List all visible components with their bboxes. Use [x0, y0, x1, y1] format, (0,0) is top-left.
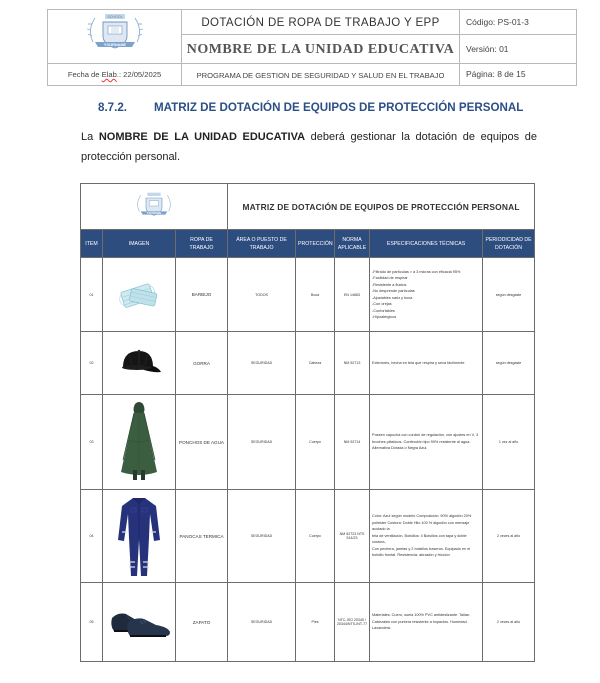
poncho-icon	[117, 400, 161, 484]
row-image	[103, 583, 176, 662]
program-name: PROGRAMA DE GESTION DE SEGURIDAD Y SALUD EN EL TRABAJO	[196, 71, 445, 81]
date-label: Fecha de	[67, 69, 100, 79]
row-norma: NM 52723 NTS 514/23	[335, 490, 370, 583]
row-item: 05	[81, 583, 103, 662]
row-area: SEGURIDAD	[228, 395, 296, 490]
col-item: ITEM	[81, 230, 103, 258]
matrix-school-logo	[134, 190, 174, 222]
row-norma: NM 52714	[335, 395, 370, 490]
spec-line: poliéster Costura: Doble Hilo 100 % algodón con mensaje acotado la	[372, 520, 470, 532]
row-area: TODOS	[228, 258, 296, 332]
row-item: 02	[81, 332, 103, 395]
row-image	[103, 332, 176, 395]
row-periodo: 1 vez al año	[483, 395, 535, 490]
code-cell	[460, 10, 577, 35]
table-row	[81, 490, 535, 583]
table-row	[81, 332, 535, 395]
table-row	[81, 395, 535, 490]
program-cell	[182, 63, 460, 85]
row-item: 01	[81, 258, 103, 332]
row-ropa: PANOCAS TERMICA	[176, 490, 228, 583]
row-periodo: 2 veces al año	[483, 583, 535, 662]
spec-line: -Filtrado de partículas > a 3 micras con eficacia 95%	[372, 269, 461, 274]
row-area: SEGURIDAD	[228, 332, 296, 395]
row-image	[103, 258, 176, 332]
row-specs	[370, 583, 483, 662]
col-especificaciones: ESPECIFICACIONES TÉCNICAS	[370, 230, 483, 258]
row-norma: EN 14683	[335, 258, 370, 332]
doc-code: Código: PS-01-3	[466, 17, 529, 28]
date-value: .: 22/05/2025	[116, 69, 162, 79]
paragraph-school-name: NOMBRE DE LA UNIDAD EDUCATIVA	[98, 131, 306, 143]
row-specs	[370, 332, 483, 395]
matrix-title: MATRIZ DE DOTACIÓN DE EQUIPOS DE PROTECCIÓN PERSONAL	[228, 184, 535, 230]
col-imagen: IMAGEN	[103, 230, 176, 258]
row-proteccion: Cabeza	[296, 332, 335, 395]
doc-version: Versión: 01	[466, 44, 509, 54]
row-item: 04	[81, 490, 103, 583]
spec-line: Materiales: Cuero, suela 100% PVC antideslizante. Tallas:	[372, 613, 470, 618]
spec-line: -Hipoalérgicos	[372, 315, 397, 319]
row-norma: NM 52713	[335, 332, 370, 395]
col-periodicidad: PERIODICIDAD DE DOTACIÓN	[483, 230, 535, 258]
spec-line: -Con orejas	[372, 302, 392, 306]
row-image	[103, 395, 176, 490]
row-image	[103, 490, 176, 583]
row-specs	[370, 490, 483, 583]
spec-line: -Resistente a fluidos	[372, 282, 407, 287]
section-number: 8.7.2.	[98, 101, 128, 114]
row-ropa: GORRA	[176, 332, 228, 395]
col-ropa: ROPA DE TRABAJO	[176, 230, 228, 258]
row-specs	[370, 395, 483, 490]
spec-line: Color: Azul según modelo Composición: 90% algodón 20%	[372, 514, 472, 519]
row-ropa: PONCHOS DE AGUA	[176, 395, 228, 490]
intro-paragraph	[81, 127, 537, 167]
document-header	[47, 9, 577, 86]
school-name: NOMBRE DE LA UNIDAD EDUCATIVA	[186, 42, 455, 57]
spec-line: Alternativa Dorada o Negra Azul.	[372, 446, 428, 451]
ppe-matrix-table	[80, 183, 535, 662]
spec-line: Con pechera, jaretas y 2 bolsillos traseros. Equipado en el	[372, 546, 471, 551]
matrix-logo-cell	[81, 184, 228, 230]
section-heading	[98, 101, 523, 114]
row-ropa: BARBIJO	[176, 258, 228, 332]
spec-line: bolsillo frontal. Resistencia: abrasión y fricción	[372, 553, 450, 558]
row-norma: NTC-ISO 20345 / 20344/NTS-INT-77	[335, 583, 370, 662]
paragraph-text-post: deberá gestionar la dotación de equipos de protección personal.	[81, 131, 537, 163]
row-proteccion: Boca	[296, 258, 335, 332]
row-proteccion: Cuerpo	[296, 395, 335, 490]
spec-line: Exteriores, hecha en tela que respira y seca fácilmente	[372, 360, 465, 365]
row-proteccion: Pies	[296, 583, 335, 662]
school-logo-cell	[48, 10, 182, 64]
table-row	[81, 583, 535, 662]
row-proteccion: Cuerpo	[296, 490, 335, 583]
logo-banner-text: SCHOOL	[106, 14, 123, 19]
col-area: ÁREA O PUESTO DE TRABAJO	[228, 230, 296, 258]
row-area: SEGURIDAD	[228, 583, 296, 662]
matrix-logo-ribbon-text: YOURNAME	[146, 212, 162, 215]
version-cell	[460, 35, 577, 63]
spec-line: Cabezales con puntera resistente a impactos. Humedad.	[372, 619, 468, 624]
cap-icon	[115, 345, 163, 381]
shoes-icon	[106, 604, 172, 640]
spec-line: tela de ventilación. Bolsillos: 4 Bolsillos con tapa y doble costura,	[372, 533, 467, 545]
spec-line: broches plásticos. Confección tipo 90% resistente al agua.	[372, 439, 471, 444]
spec-line: -Facilidad de respirar	[372, 276, 408, 280]
row-periodo: según desgaste	[483, 258, 535, 332]
spec-line: -No desprende partículas	[372, 289, 415, 293]
doc-title-cell	[182, 10, 460, 35]
doc-title: DOTACIÓN DE ROPA DE TRABAJO Y EPP	[201, 17, 440, 30]
logo-ribbon-text: YOURNAME	[103, 42, 126, 47]
row-periodo: 2 veces al año	[483, 490, 535, 583]
spec-line: Lavandera.	[372, 626, 392, 631]
school-name-cell	[182, 35, 460, 63]
table-row	[81, 258, 535, 332]
row-ropa: ZAPATO	[176, 583, 228, 662]
spec-line: -Ajustables nariz y boca	[372, 295, 413, 300]
date-cell	[48, 63, 182, 85]
page-cell	[460, 63, 577, 85]
spec-line: -Confortables	[372, 308, 395, 313]
school-logo	[85, 12, 145, 56]
matrix-header-row	[81, 230, 535, 258]
paragraph-text-pre: La	[81, 131, 99, 143]
page-number: Página: 8 de 15	[466, 69, 526, 80]
date-label-word: Elab	[101, 69, 117, 79]
spec-line: Poseen capucha con cordón de regulación, con ajustes en V, 3	[372, 433, 479, 438]
coverall-icon	[116, 494, 162, 578]
row-area: SEGURIDAD	[228, 490, 296, 583]
row-periodo: según desgaste	[483, 332, 535, 395]
col-norma: NORMA APLICABLE	[335, 230, 370, 258]
section-title: MATRIZ DE DOTACIÓN DE EQUIPOS DE PROTECCIÓN PERSONAL	[154, 101, 524, 114]
row-specs	[370, 258, 483, 332]
col-proteccion: PROTECCIÓN	[296, 230, 335, 258]
row-item: 03	[81, 395, 103, 490]
face-mask-icon	[116, 280, 162, 310]
